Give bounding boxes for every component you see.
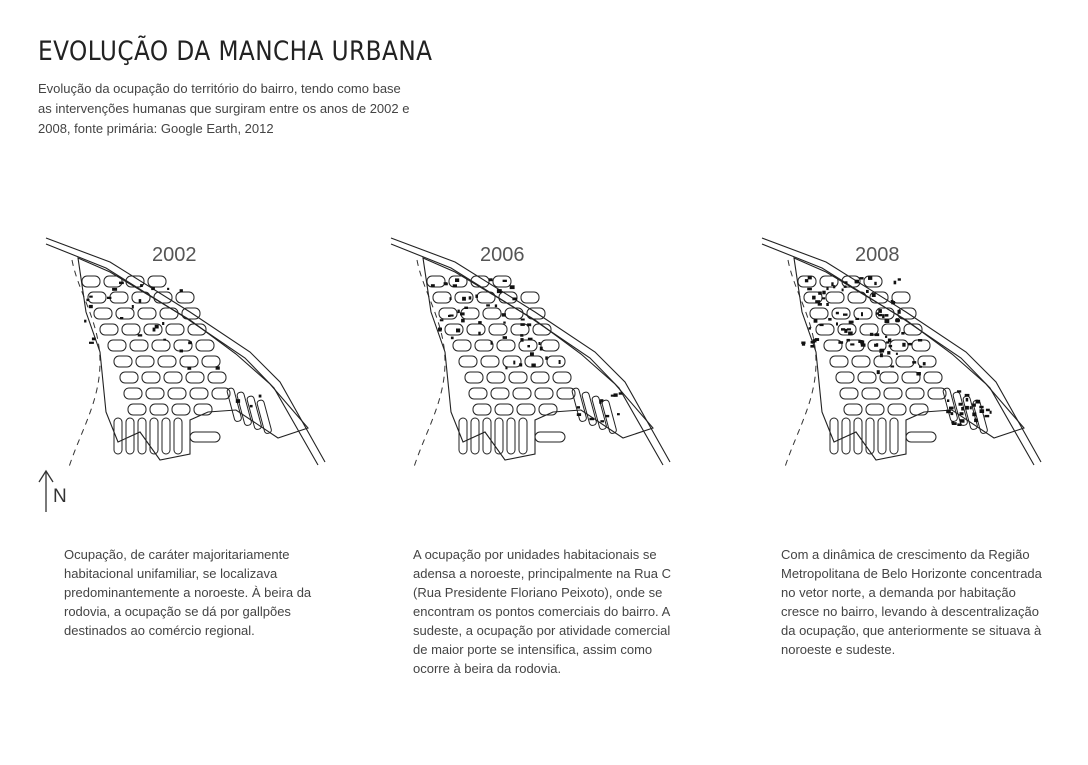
building-mark [831,282,833,286]
street-block [194,404,212,415]
building-mark [455,278,459,282]
street-block [196,340,214,351]
street-block [138,418,146,454]
building-mark [84,320,86,323]
building-mark [872,293,876,297]
street-block [521,292,539,303]
street-block [874,356,892,367]
building-mark [162,322,164,325]
street-block [190,388,208,399]
building-mark [120,317,123,319]
building-mark [540,347,543,351]
street-block [166,324,184,335]
description-2008: Com a dinâmica de crescimento da Região Metropolitana de Belo Horizonte concentrada no vetor norte, a demanda por habitação cresce no bairro, levando à descentralização da ocupação, que anteriormente se situava à noroeste e sudeste. [781,547,1042,657]
street-block [882,324,900,335]
building-mark [847,328,851,330]
building-mark [577,406,580,408]
building-mark [489,278,493,281]
building-mark [545,356,548,359]
building-mark [919,366,922,368]
street-block [459,356,477,367]
building-mark [528,338,533,341]
street-block [513,388,531,399]
street-block [116,308,134,319]
building-mark [885,319,890,323]
building-mark [502,313,506,316]
building-mark [923,362,926,365]
street-block [114,356,132,367]
street-block [138,308,156,319]
building-mark [809,327,811,329]
building-mark [877,370,880,374]
description-2002: Ocupação, de caráter majoritariamente habitacional unifamiliar, se localizava predominantemente a noroeste. À beira da rodovia, a ocupação se dá por gallpões destinados ao comércio regional. [64,547,312,638]
street-block [453,340,471,351]
street-block [130,340,148,351]
street-block [128,404,146,415]
street-block [100,324,118,335]
street-block [427,276,445,287]
highway-line [391,238,670,462]
street-block [497,340,515,351]
building-mark [848,332,853,336]
building-mark [512,298,517,301]
building-mark [486,304,490,306]
building-mark [89,342,94,344]
street-block [906,388,924,399]
building-mark [519,363,522,366]
building-mark [600,399,603,402]
page-subtitle: Evolução da ocupação do território do bairro, tendo como base as intervenções humanas que surgiram entre os anos de 2002 e 2008, fonte primária: Google Earth, 2012 [38,81,410,136]
street-block [445,324,463,335]
building-mark [810,345,814,348]
map-2002 [40,232,330,472]
building-mark [952,422,957,425]
street-block [844,404,862,415]
street-block [836,372,854,383]
street-block [830,356,848,367]
building-mark [912,361,916,364]
year-label-2006: 2006 [480,244,525,266]
building-mark [478,321,482,324]
building-mark [961,407,964,411]
building-mark [859,277,863,279]
street-block [481,356,499,367]
building-mark [86,299,89,301]
building-mark [236,399,240,403]
map-2006 [385,232,675,472]
building-mark [826,287,828,290]
building-mark [520,334,523,337]
building-mark [450,297,452,300]
building-mark [107,297,111,299]
building-mark [250,405,253,408]
building-mark [815,338,819,341]
street-block [535,432,565,442]
year-label-2008: 2008 [855,244,900,266]
street-block [924,372,942,383]
street-block [547,356,565,367]
street-block [110,292,128,303]
building-mark [880,353,883,357]
building-mark [898,278,901,280]
street-block [912,340,930,351]
building-mark [801,342,805,345]
street-block [890,418,898,454]
street-block [541,340,559,351]
building-mark [461,319,465,323]
street-block [467,324,485,335]
street-block [148,276,166,287]
building-mark [870,333,874,336]
building-mark [431,284,435,287]
street-block [94,308,112,319]
street-block [906,432,936,442]
street-block [505,308,523,319]
street-block [152,340,170,351]
building-mark [957,390,961,392]
building-mark [843,314,848,316]
building-mark [986,409,990,412]
street-block [553,372,571,383]
street-block [491,388,509,399]
building-mark [216,366,220,369]
building-mark [531,364,535,367]
highway-line [762,238,1041,462]
building-mark [876,312,880,314]
building-mark [841,328,845,330]
building-mark [453,284,457,287]
building-mark [151,287,155,290]
building-mark [187,367,191,370]
street-block [493,276,511,287]
street-block [146,388,164,399]
street-block [531,372,549,383]
street-block [878,418,886,454]
building-mark [503,322,505,324]
building-mark [844,286,847,288]
building-mark [916,372,921,376]
street-block [160,308,178,319]
building-mark [180,289,183,292]
page-title: EVOLUÇÃO DA MANCHA URBANA [38,36,433,67]
building-mark [976,400,981,404]
building-mark [163,339,166,341]
building-mark [965,406,969,410]
building-mark [908,343,913,346]
building-mark [469,296,472,299]
building-mark [878,309,882,313]
street-block [162,418,170,454]
building-mark [957,423,961,426]
building-mark [140,284,143,287]
building-mark [849,321,854,324]
building-mark [972,404,976,407]
building-mark [89,305,93,308]
building-mark [885,314,889,317]
year-label-2002: 2002 [152,244,197,266]
building-mark [805,279,808,282]
street-block [852,356,870,367]
building-mark [985,415,990,417]
neighborhood-outline [423,258,653,460]
street-block [511,324,529,335]
building-mark [559,360,561,364]
building-mark [828,318,831,321]
building-mark [887,351,890,354]
building-mark [600,420,604,422]
building-mark [503,336,507,339]
building-mark [980,409,985,413]
building-mark [513,361,515,365]
building-mark [444,283,448,286]
building-mark [866,290,869,293]
building-mark [589,418,594,420]
building-mark [966,398,969,402]
street-block [439,308,457,319]
street-block [433,292,451,303]
building-mark [855,280,859,284]
street-block [517,404,535,415]
street-block [910,404,928,415]
building-mark [875,333,880,336]
street-block [136,356,154,367]
building-mark [882,314,884,318]
building-mark [951,412,954,415]
building-mark [836,322,838,325]
street-block [172,404,190,415]
street-block [465,372,483,383]
street-block [150,404,168,415]
street-block [108,340,126,351]
building-mark [155,325,159,329]
building-mark [440,319,444,321]
map-2008 [756,232,1046,472]
building-mark [520,338,523,342]
building-mark [861,344,866,347]
building-mark [818,292,822,295]
street-block [142,372,160,383]
building-mark [896,318,899,322]
street-block [186,372,204,383]
street-block [503,356,521,367]
building-mark [861,312,863,316]
building-mark [838,341,843,344]
street-block [507,418,515,454]
building-mark [959,403,963,406]
building-mark [847,339,850,342]
building-mark [92,338,96,341]
street-block [154,292,172,303]
street-block [888,404,906,415]
street-block [164,372,182,383]
street-block [918,356,936,367]
street-block [483,418,491,454]
building-mark [970,406,972,409]
building-mark [475,295,478,298]
description-2006: A ocupação por unidades habitacionais se adensa a noroeste, principalmente na Rua C (Rua Presidente Floriano Peixoto), onde se encontram os pontos comerciais do bairro. A sudeste, a ocupação por atividade comercial de maior porte se intensifica, assim como ocorre à beira da rodovia. [413,547,671,676]
street-block [519,418,527,454]
building-mark [89,296,93,298]
building-mark [974,419,978,423]
building-mark [901,332,904,335]
building-mark [530,352,534,355]
building-mark [259,395,262,398]
building-mark [990,411,992,414]
building-mark [855,318,859,320]
building-mark [826,303,829,306]
highway-line [46,238,325,462]
building-mark [815,300,820,303]
building-mark [814,319,818,323]
north-label: N [53,486,67,507]
building-mark [112,288,117,291]
building-mark [885,336,887,338]
street-block [858,372,876,383]
building-mark [456,329,460,333]
street-block [535,388,553,399]
building-mark [808,276,812,279]
street-block [122,324,140,335]
building-mark [464,307,468,309]
street-block [880,372,898,383]
building-mark [605,415,609,417]
building-mark [611,395,616,397]
building-mark [822,291,825,295]
street-block [158,356,176,367]
building-mark [510,285,515,289]
building-mark [822,297,825,299]
building-mark [960,412,964,415]
street-block [864,276,882,287]
street-block [174,418,182,454]
building-mark [850,343,854,345]
building-mark [965,394,970,397]
building-mark [521,319,525,321]
street-block [539,404,557,415]
building-mark [619,392,623,394]
building-mark [880,349,884,353]
building-mark [449,315,453,317]
street-block [168,388,186,399]
building-mark [891,301,895,304]
street-block [208,372,226,383]
street-block [810,308,828,319]
building-mark [438,328,442,332]
street-block [840,388,858,399]
building-mark [495,304,497,307]
street-block [816,324,834,335]
street-block [202,356,220,367]
building-mark [896,353,898,355]
street-block [896,356,914,367]
building-mark [520,323,524,326]
building-mark [451,337,454,340]
building-mark [898,310,901,314]
building-mark [886,341,889,343]
building-mark [818,303,822,306]
building-mark [949,407,954,410]
building-mark [462,297,466,301]
building-mark [946,410,951,414]
street-block [509,372,527,383]
building-mark [132,305,134,309]
street-block [826,292,844,303]
street-block [120,372,138,383]
building-mark [891,366,895,368]
building-mark [497,289,502,293]
building-mark [491,341,493,345]
street-block [124,388,142,399]
building-mark [874,282,876,285]
building-mark [505,367,507,370]
building-mark [539,342,541,345]
building-mark [458,310,460,314]
building-mark [819,324,823,326]
building-mark [812,296,816,300]
street-block [190,432,220,442]
building-mark [894,281,897,285]
building-mark [842,289,844,292]
building-mark [167,288,169,290]
street-block [495,404,513,415]
building-mark [858,340,862,343]
building-mark [460,312,465,315]
building-mark [972,413,976,417]
building-mark [874,344,878,347]
building-mark [527,345,530,347]
building-mark [807,288,812,291]
building-mark [119,282,124,285]
street-block [489,324,507,335]
street-block [82,276,100,287]
street-block [473,404,491,415]
building-mark [180,350,184,353]
street-block [854,418,862,454]
building-mark [836,312,839,315]
building-mark [960,419,965,423]
building-mark [902,343,905,347]
building-mark [138,334,143,336]
building-mark [503,280,507,282]
building-mark [478,332,480,335]
building-mark [188,341,192,344]
building-mark [577,413,581,416]
street-block [469,388,487,399]
street-block [884,388,902,399]
building-mark [845,281,848,284]
street-block [475,340,493,351]
building-mark [617,413,620,415]
building-mark [139,299,142,303]
street-block [866,404,884,415]
street-block [180,356,198,367]
street-block [483,308,501,319]
street-block [176,292,194,303]
building-mark [868,276,872,280]
building-mark [947,399,949,402]
building-mark [527,323,531,326]
street-block [487,372,505,383]
street-block [862,388,880,399]
building-mark [979,406,983,409]
building-mark [918,339,922,342]
building-mark [889,345,893,347]
